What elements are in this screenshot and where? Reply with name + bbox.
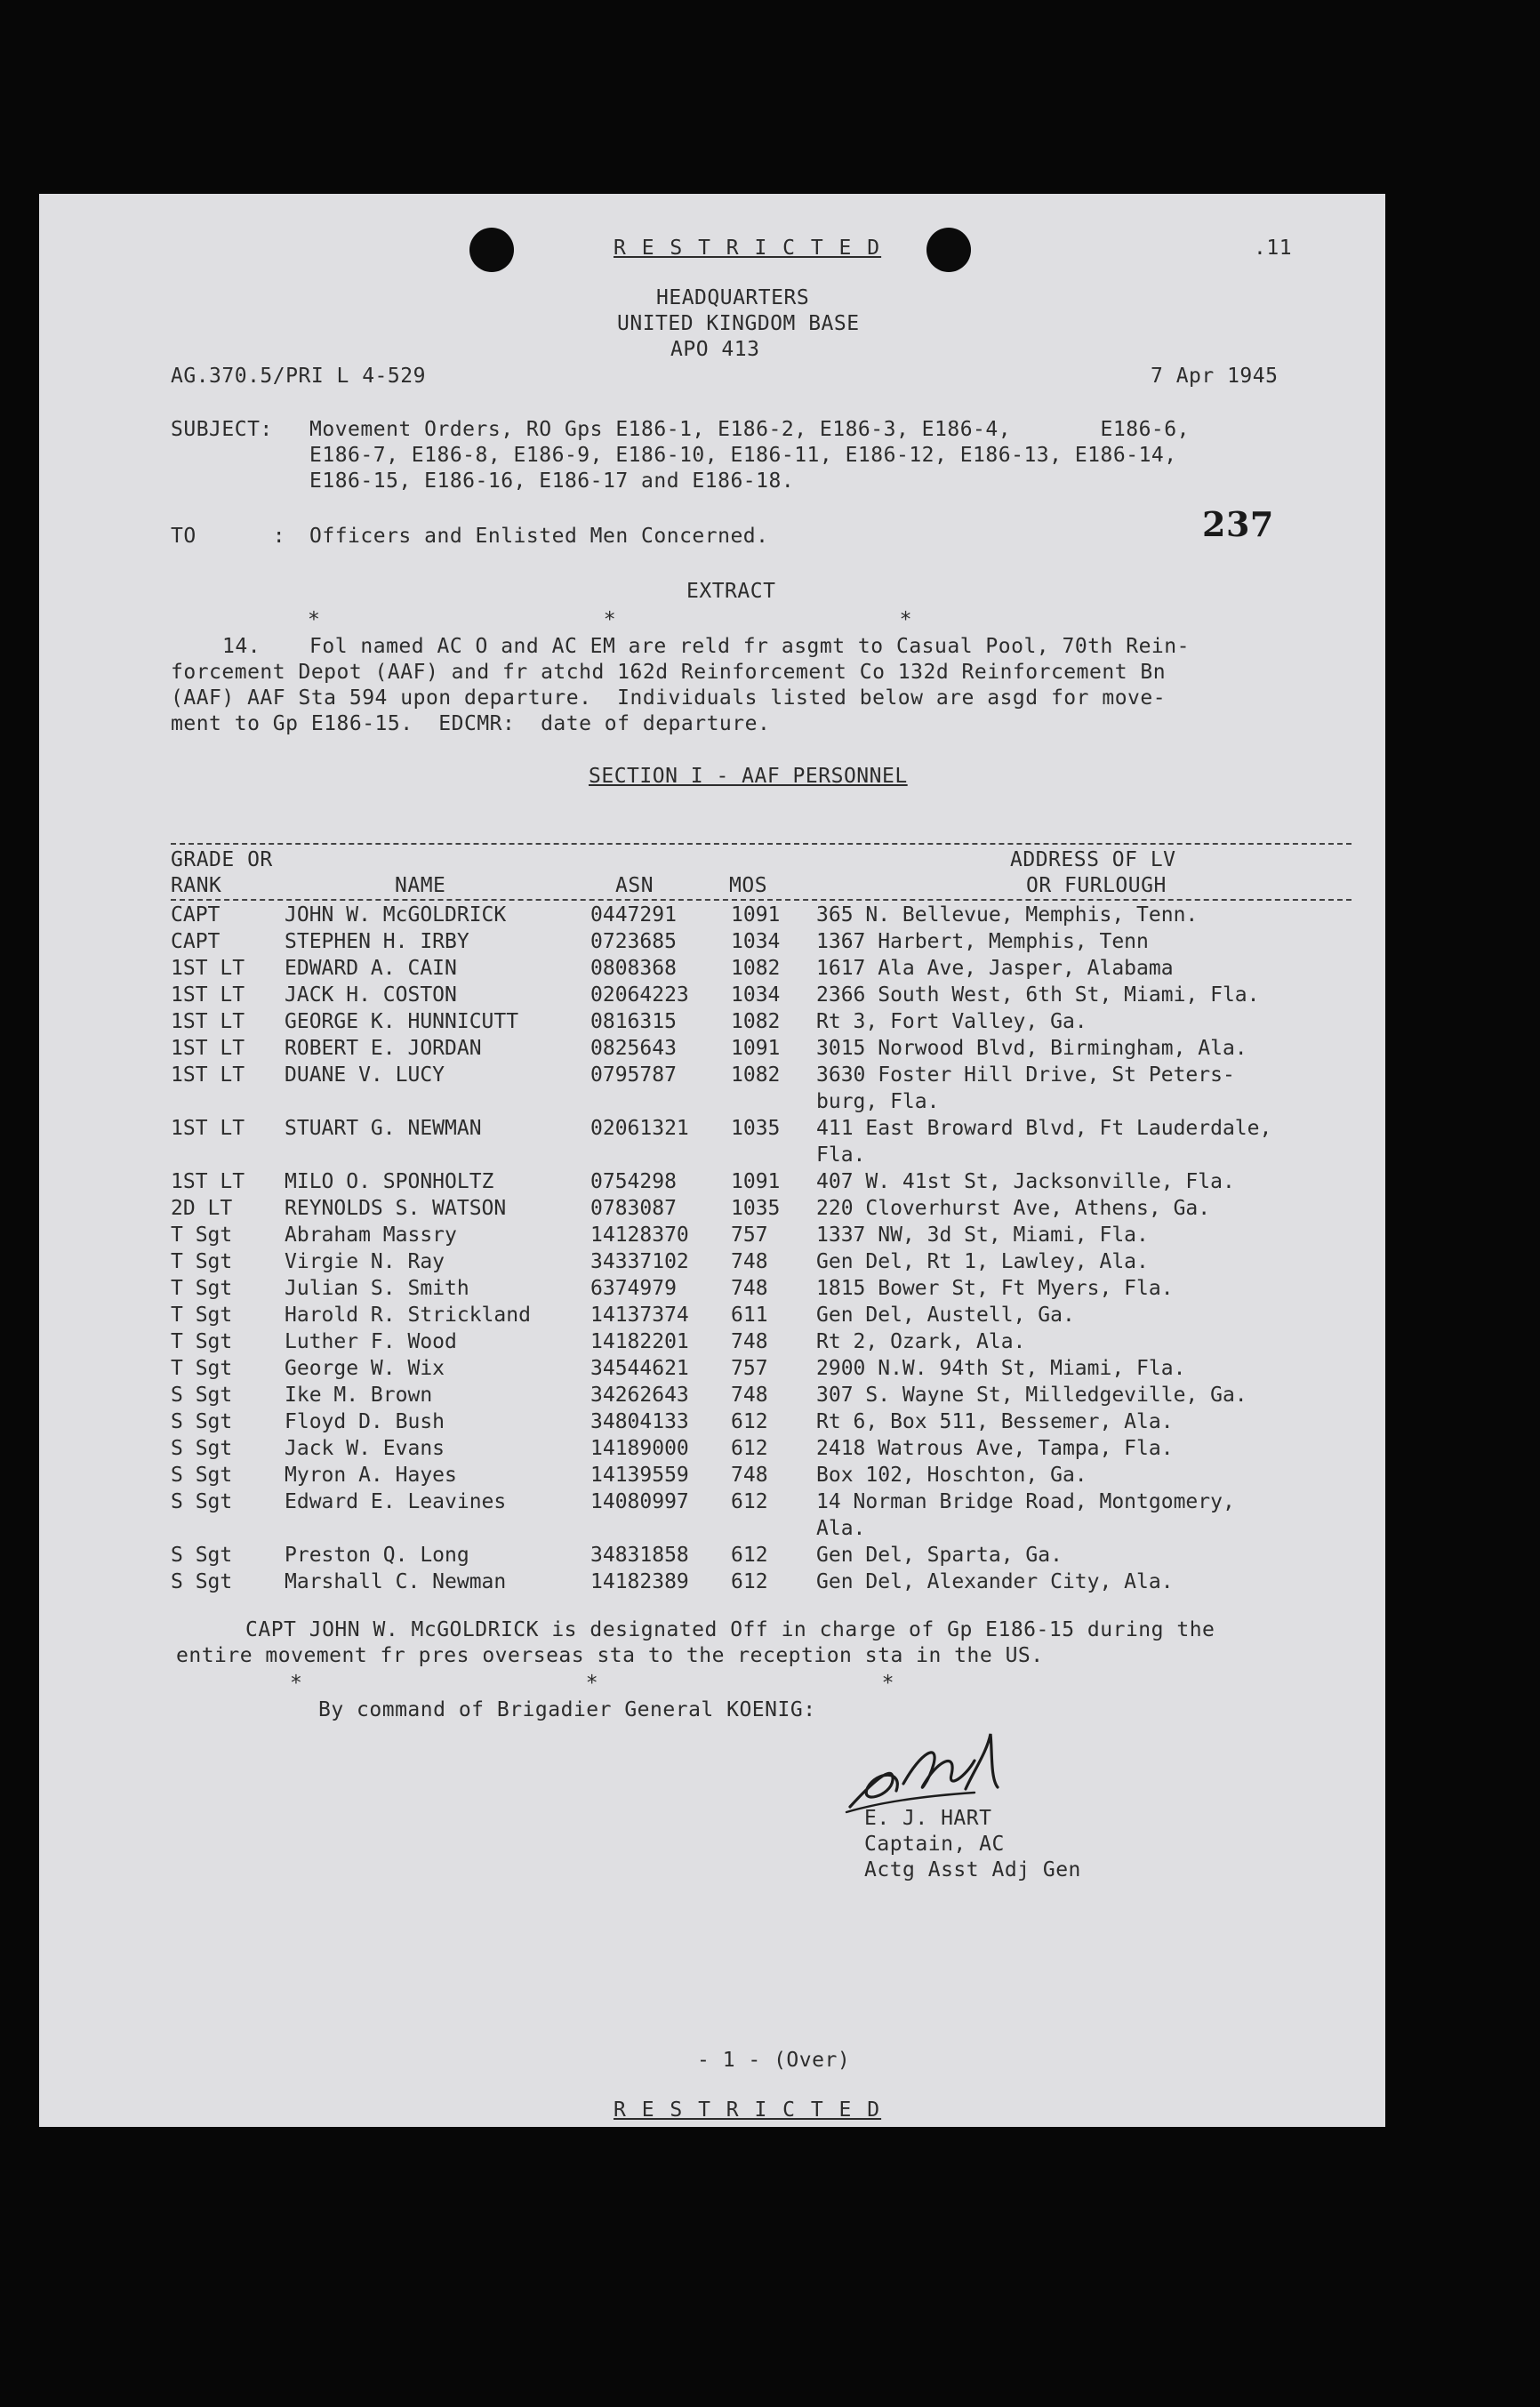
table-row bbox=[39, 1302, 1385, 1328]
table-row bbox=[39, 928, 1385, 955]
page-footer: - 1 - (Over) bbox=[697, 2049, 851, 2072]
mos-cell: 748 bbox=[731, 1277, 768, 1300]
mos-cell: 757 bbox=[731, 1224, 768, 1247]
rank-cell: T Sgt bbox=[171, 1304, 233, 1327]
table-row bbox=[39, 1542, 1385, 1569]
name-cell: MILO O. SPONHOLTZ bbox=[285, 1170, 494, 1193]
mos-cell: 748 bbox=[731, 1464, 768, 1487]
table-row bbox=[39, 1195, 1385, 1222]
address-cell: 2366 South West, 6th St, Miami, Fla. bbox=[816, 983, 1260, 1007]
address-cell: 1337 NW, 3d St, Miami, Fla. bbox=[816, 1224, 1149, 1247]
rank-cell: 1ST LT bbox=[171, 1010, 245, 1033]
address-cell: Gen Del, Alexander City, Ala. bbox=[816, 1570, 1174, 1593]
asn-cell: 02061321 bbox=[590, 1117, 689, 1140]
rank-cell: T Sgt bbox=[171, 1330, 233, 1353]
address-cell: 3630 Foster Hill Drive, St Peters- burg, Fla. bbox=[816, 1063, 1235, 1113]
address-cell: Gen Del, Rt 1, Lawley, Ala. bbox=[816, 1250, 1149, 1273]
header-name: NAME bbox=[395, 874, 446, 897]
rank-cell: S Sgt bbox=[171, 1464, 233, 1487]
mos-cell: 757 bbox=[731, 1357, 768, 1380]
rank-cell: 1ST LT bbox=[171, 1170, 245, 1193]
paragraph-number: 14. bbox=[222, 635, 261, 658]
to-label: TO : bbox=[171, 525, 286, 548]
mos-cell: 612 bbox=[731, 1490, 768, 1513]
address-cell: 2900 N.W. 94th St, Miami, Fla. bbox=[816, 1357, 1186, 1380]
table-row bbox=[39, 1062, 1385, 1115]
asn-cell: 02064223 bbox=[590, 983, 689, 1007]
rank-cell: T Sgt bbox=[171, 1250, 233, 1273]
asn-cell: 0816315 bbox=[590, 1010, 677, 1033]
rank-cell: S Sgt bbox=[171, 1384, 233, 1407]
command-line: By command of Brigadier General KOENIG: bbox=[318, 1698, 816, 1721]
table-row bbox=[39, 1035, 1385, 1062]
table-row bbox=[39, 1462, 1385, 1488]
signer-title: Captain, AC bbox=[864, 1833, 1005, 1856]
rank-cell: S Sgt bbox=[171, 1544, 233, 1567]
mos-cell: 1082 bbox=[731, 1010, 781, 1033]
to-recipients: Officers and Enlisted Men Concerned. bbox=[309, 525, 769, 548]
name-cell: DUANE V. LUCY bbox=[285, 1063, 445, 1087]
table-row bbox=[39, 1328, 1385, 1355]
mos-cell: 612 bbox=[731, 1437, 768, 1460]
asn-cell: 0754298 bbox=[590, 1170, 677, 1193]
rank-cell: 1ST LT bbox=[171, 1063, 245, 1087]
rank-cell: 1ST LT bbox=[171, 957, 245, 980]
address-cell: 2418 Watrous Ave, Tampa, Fla. bbox=[816, 1437, 1174, 1460]
extract-title: EXTRACT bbox=[686, 580, 776, 603]
asn-cell: 0808368 bbox=[590, 957, 677, 980]
address-cell: Box 102, Hoschton, Ga. bbox=[816, 1464, 1087, 1487]
paragraph-line: forcement Depot (AAF) and fr atchd 162d Reinforcement Co 132d Reinforcement Bn bbox=[171, 661, 1167, 684]
mos-cell: 612 bbox=[731, 1570, 768, 1593]
rank-cell: S Sgt bbox=[171, 1570, 233, 1593]
asterisks-bottom: * * * bbox=[290, 1672, 896, 1695]
address-cell: 1815 Bower St, Ft Myers, Fla. bbox=[816, 1277, 1174, 1300]
restricted-header: R E S T R I C T E D bbox=[614, 237, 882, 260]
asn-cell: 6374979 bbox=[590, 1277, 677, 1300]
asn-cell: 14137374 bbox=[590, 1304, 689, 1327]
rank-cell: CAPT bbox=[171, 903, 221, 927]
name-cell: Jack W. Evans bbox=[285, 1437, 445, 1460]
mos-cell: 612 bbox=[731, 1410, 768, 1433]
address-cell: Rt 2, Ozark, Ala. bbox=[816, 1330, 1026, 1353]
mos-cell: 1091 bbox=[731, 903, 781, 927]
table-row bbox=[39, 1355, 1385, 1382]
subject-line: E186-15, E186-16, E186-17 and E186-18. bbox=[309, 469, 795, 493]
stamp-number: 237 bbox=[1202, 504, 1274, 544]
paragraph-line: Fol named AC O and AC EM are reld fr asgmt to Casual Pool, 70th Rein- bbox=[309, 635, 1190, 658]
asn-cell: 14182389 bbox=[590, 1570, 689, 1593]
rank-cell: T Sgt bbox=[171, 1224, 233, 1247]
name-cell: Luther F. Wood bbox=[285, 1330, 457, 1353]
restricted-footer: R E S T R I C T E D bbox=[614, 2098, 882, 2122]
table-row bbox=[39, 982, 1385, 1008]
table-header-rule bbox=[171, 899, 1352, 901]
document-page bbox=[39, 194, 1385, 2127]
header-address-1: ADDRESS OF LV bbox=[1010, 848, 1176, 871]
asn-cell: 34804133 bbox=[590, 1410, 689, 1433]
address-cell: 1617 Ala Ave, Jasper, Alabama bbox=[816, 957, 1174, 980]
mos-cell: 612 bbox=[731, 1544, 768, 1567]
asn-cell: 0783087 bbox=[590, 1197, 677, 1220]
header-asn: ASN bbox=[615, 874, 654, 897]
table-row bbox=[39, 1382, 1385, 1408]
rank-cell: CAPT bbox=[171, 930, 221, 953]
subject-line: Movement Orders, RO Gps E186-1, E186-2, E186-3, E186-4, E186-6, bbox=[309, 418, 1190, 441]
rank-cell: 1ST LT bbox=[171, 1117, 245, 1140]
mos-cell: 1091 bbox=[731, 1170, 781, 1193]
table-row bbox=[39, 1408, 1385, 1435]
document-date: 7 Apr 1945 bbox=[1151, 365, 1279, 388]
table-row bbox=[39, 902, 1385, 928]
mos-cell: 748 bbox=[731, 1250, 768, 1273]
name-cell: Myron A. Hayes bbox=[285, 1464, 457, 1487]
name-cell: JOHN W. McGOLDRICK bbox=[285, 903, 507, 927]
closing-line: CAPT JOHN W. McGOLDRICK is designated Off in charge of Gp E186-15 during the bbox=[245, 1618, 1215, 1641]
address-cell: Rt 6, Box 511, Bessemer, Ala. bbox=[816, 1410, 1174, 1433]
subject-line: E186-7, E186-8, E186-9, E186-10, E186-11, E186-12, E186-13, E186-14, bbox=[309, 444, 1177, 467]
name-cell: Edward E. Leavines bbox=[285, 1490, 507, 1513]
mos-cell: 1034 bbox=[731, 930, 781, 953]
name-cell: STUART G. NEWMAN bbox=[285, 1117, 482, 1140]
asn-cell: 34262643 bbox=[590, 1384, 689, 1407]
asn-cell: 14080997 bbox=[590, 1490, 689, 1513]
signer-position: Actg Asst Adj Gen bbox=[864, 1858, 1081, 1881]
address-cell: Rt 3, Fort Valley, Ga. bbox=[816, 1010, 1087, 1033]
table-row bbox=[39, 1248, 1385, 1275]
name-cell: Harold R. Strickland bbox=[285, 1304, 531, 1327]
name-cell: JACK H. COSTON bbox=[285, 983, 457, 1007]
name-cell: Preston Q. Long bbox=[285, 1544, 469, 1567]
asn-cell: 0723685 bbox=[590, 930, 677, 953]
asn-cell: 0447291 bbox=[590, 903, 677, 927]
rank-cell: 1ST LT bbox=[171, 1037, 245, 1060]
closing-line: entire movement fr pres overseas sta to the reception sta in the US. bbox=[176, 1644, 1044, 1667]
mos-cell: 1035 bbox=[731, 1117, 781, 1140]
address-cell: Gen Del, Sparta, Ga. bbox=[816, 1544, 1063, 1567]
name-cell: Floyd D. Bush bbox=[285, 1410, 445, 1433]
address-cell: 14 Norman Bridge Road, Montgomery, Ala. bbox=[816, 1490, 1235, 1540]
mos-cell: 1035 bbox=[731, 1197, 781, 1220]
rank-cell: 2D LT bbox=[171, 1197, 233, 1220]
subject-label: SUBJECT: bbox=[171, 418, 273, 441]
table-top-rule bbox=[171, 843, 1352, 845]
name-cell: Virgie N. Ray bbox=[285, 1250, 445, 1273]
mos-cell: 748 bbox=[731, 1330, 768, 1353]
name-cell: George W. Wix bbox=[285, 1357, 445, 1380]
rank-cell: S Sgt bbox=[171, 1490, 233, 1513]
header-mos: MOS bbox=[729, 874, 768, 897]
table-row bbox=[39, 1435, 1385, 1462]
address-cell: Gen Del, Austell, Ga. bbox=[816, 1304, 1075, 1327]
name-cell: Marshall C. Newman bbox=[285, 1570, 507, 1593]
asterisks-top: * * * bbox=[308, 608, 914, 631]
reference-number: AG.370.5/PRI L 4-529 bbox=[171, 365, 426, 388]
rank-cell: 1ST LT bbox=[171, 983, 245, 1007]
paragraph-line: ment to Gp E186-15. EDCMR: date of departure. bbox=[171, 712, 771, 735]
name-cell: REYNOLDS S. WATSON bbox=[285, 1197, 507, 1220]
table-row bbox=[39, 1168, 1385, 1195]
rank-cell: S Sgt bbox=[171, 1437, 233, 1460]
mos-cell: 1091 bbox=[731, 1037, 781, 1060]
header-address-2: OR FURLOUGH bbox=[1026, 874, 1167, 897]
mos-cell: 1082 bbox=[731, 1063, 781, 1087]
punch-hole-left bbox=[469, 228, 514, 272]
name-cell: ROBERT E. JORDAN bbox=[285, 1037, 482, 1060]
asn-cell: 14128370 bbox=[590, 1224, 689, 1247]
rank-cell: S Sgt bbox=[171, 1410, 233, 1433]
mos-cell: 1082 bbox=[731, 957, 781, 980]
rank-cell: T Sgt bbox=[171, 1357, 233, 1380]
mos-cell: 748 bbox=[731, 1384, 768, 1407]
header-grade-1: GRADE OR bbox=[171, 848, 273, 871]
asn-cell: 14189000 bbox=[590, 1437, 689, 1460]
hq-line-2: UNITED KINGDOM BASE bbox=[617, 312, 860, 335]
table-row bbox=[39, 1222, 1385, 1248]
address-cell: 407 W. 41st St, Jacksonville, Fla. bbox=[816, 1170, 1235, 1193]
asn-cell: 34337102 bbox=[590, 1250, 689, 1273]
asn-cell: 34544621 bbox=[590, 1357, 689, 1380]
name-cell: GEORGE K. HUNNICUTT bbox=[285, 1010, 519, 1033]
table-row bbox=[39, 955, 1385, 982]
table-row bbox=[39, 1115, 1385, 1168]
asn-cell: 34831858 bbox=[590, 1544, 689, 1567]
address-cell: 1367 Harbert, Memphis, Tenn bbox=[816, 930, 1149, 953]
address-cell: 220 Cloverhurst Ave, Athens, Ga. bbox=[816, 1197, 1211, 1220]
table-row bbox=[39, 1008, 1385, 1035]
hq-line-1: HEADQUARTERS bbox=[656, 286, 810, 309]
address-cell: 365 N. Bellevue, Memphis, Tenn. bbox=[816, 903, 1199, 927]
mos-cell: 611 bbox=[731, 1304, 768, 1327]
table-row bbox=[39, 1569, 1385, 1595]
section-title: SECTION I - AAF PERSONNEL bbox=[589, 765, 908, 788]
hq-line-3: APO 413 bbox=[670, 338, 760, 361]
name-cell: Abraham Massry bbox=[285, 1224, 457, 1247]
asn-cell: 0825643 bbox=[590, 1037, 677, 1060]
asn-cell: 14139559 bbox=[590, 1464, 689, 1487]
name-cell: EDWARD A. CAIN bbox=[285, 957, 457, 980]
signer-name: E. J. HART bbox=[864, 1807, 992, 1830]
table-row bbox=[39, 1488, 1385, 1542]
punch-hole-right bbox=[926, 228, 971, 272]
rank-cell: T Sgt bbox=[171, 1277, 233, 1300]
page-number-corner: .11 bbox=[1254, 237, 1293, 260]
address-cell: 307 S. Wayne St, Milledgeville, Ga. bbox=[816, 1384, 1247, 1407]
address-cell: 411 East Broward Blvd, Ft Lauderdale, Fla. bbox=[816, 1117, 1272, 1167]
name-cell: Ike M. Brown bbox=[285, 1384, 433, 1407]
address-cell: 3015 Norwood Blvd, Birmingham, Ala. bbox=[816, 1037, 1247, 1060]
asn-cell: 0795787 bbox=[590, 1063, 677, 1087]
asn-cell: 14182201 bbox=[590, 1330, 689, 1353]
table-row bbox=[39, 1275, 1385, 1302]
mos-cell: 1034 bbox=[731, 983, 781, 1007]
paragraph-line: (AAF) AAF Sta 594 upon departure. Individuals listed below are asgd for move- bbox=[171, 686, 1167, 710]
name-cell: Julian S. Smith bbox=[285, 1277, 469, 1300]
header-grade-2: RANK bbox=[171, 874, 222, 897]
name-cell: STEPHEN H. IRBY bbox=[285, 930, 469, 953]
